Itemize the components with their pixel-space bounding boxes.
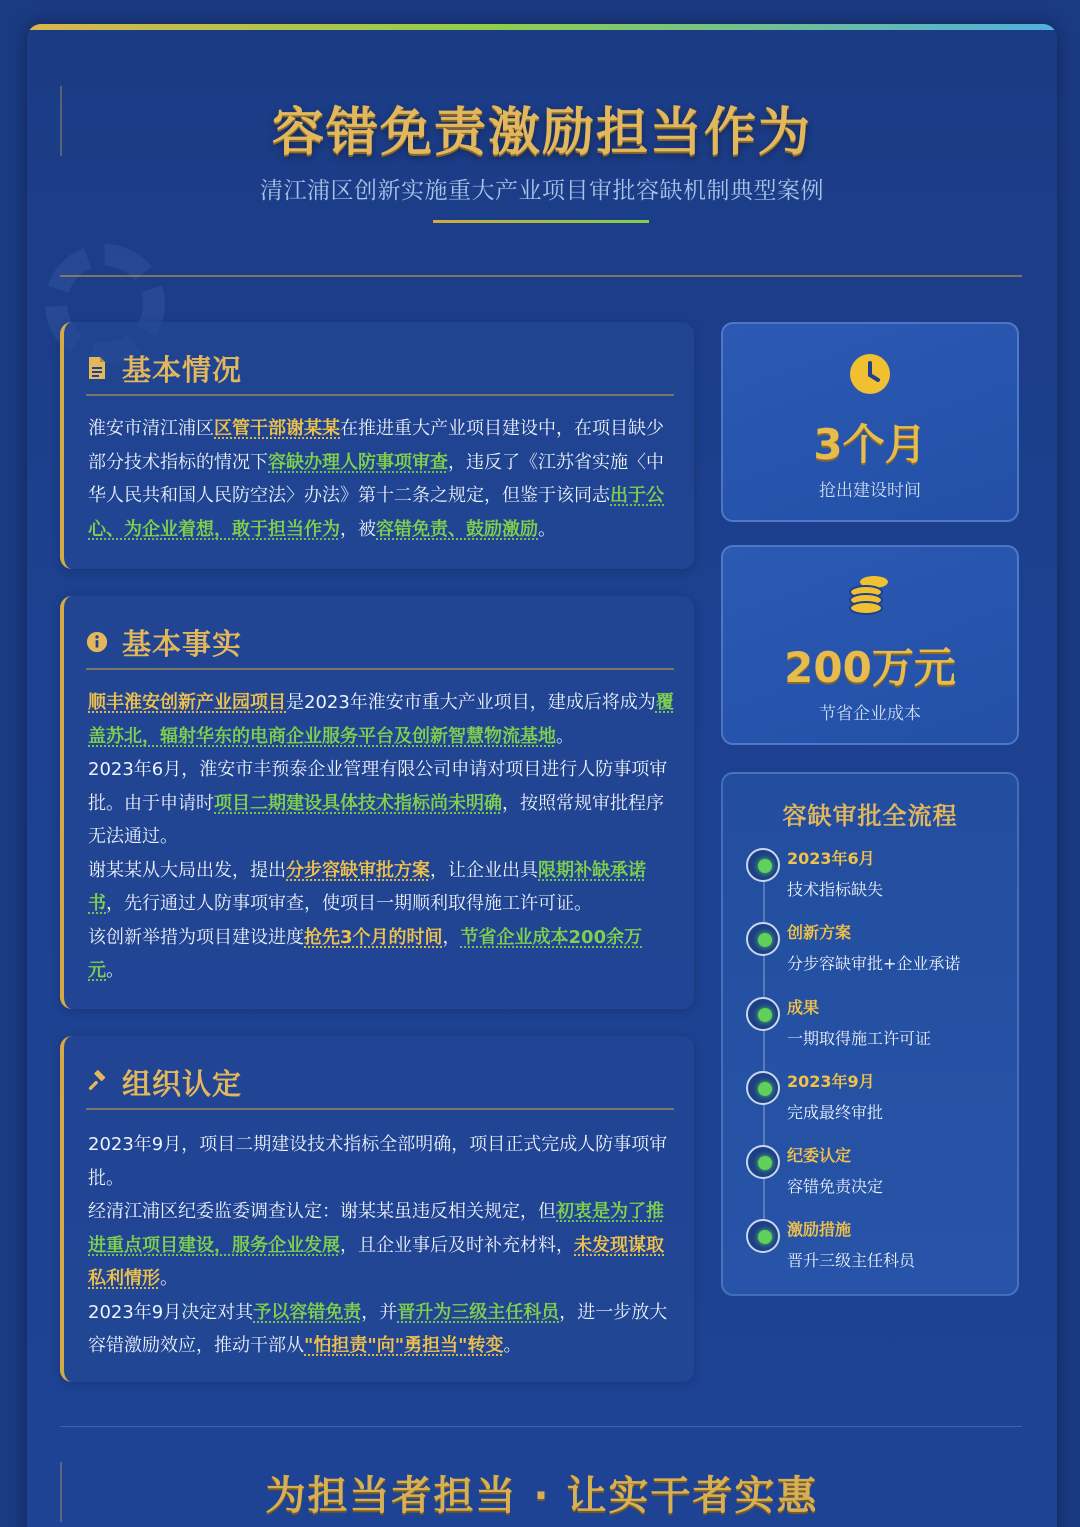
paragraph	[88, 854, 674, 921]
highlight-text: 限期补缺承诺书	[88, 859, 646, 914]
info-icon	[86, 629, 108, 655]
header-divider	[60, 275, 1022, 277]
text-segment: 是2023年淮安市重大产业项目，建成后将成为	[286, 692, 656, 713]
card-text	[88, 412, 674, 546]
flow-step	[723, 918, 1017, 988]
stat-value: 200万元	[784, 643, 956, 692]
text-segment: 该创新举措为项目建设进度	[88, 926, 304, 948]
stat-label: 抢出建设时间	[819, 481, 921, 501]
footer-divider	[60, 1426, 1022, 1427]
text-segment: ，先行通过人防事项审查，使项目一期顺利取得施工许可证。	[106, 893, 592, 914]
coins-icon	[723, 573, 1017, 619]
step-head: 激励措施	[787, 1220, 852, 1239]
card-header	[86, 616, 674, 670]
step-head: 成果	[787, 998, 820, 1017]
step-head: 2023年6月	[787, 849, 875, 868]
flow-step	[723, 1067, 1017, 1137]
highlight-text: 予以容错免责	[253, 1301, 362, 1323]
card-header	[86, 342, 674, 396]
card-basic-situation	[60, 322, 694, 569]
card-header	[86, 1056, 674, 1110]
text-segment: 在推进重大产业项目建设中，在项目缺少部分技术指标的情况下	[88, 418, 664, 473]
highlight-text: 容缺办理人防事项审查	[268, 451, 448, 473]
flow-step	[723, 1141, 1017, 1211]
flow-step	[723, 844, 1017, 914]
highlight-text: 出于公心、为企业着想，敢于担当作为	[88, 485, 664, 540]
flow-step	[723, 1215, 1017, 1285]
page-title: 容错免责激励担当作为	[271, 103, 812, 163]
step-head: 创新方案	[787, 923, 852, 942]
page-subtitle: 清江浦区创新实施重大产业项目审批容缺机制典型案例	[260, 178, 824, 204]
paragraph	[88, 753, 674, 854]
step-dot-icon	[746, 922, 780, 956]
card-basic-facts	[60, 596, 694, 1009]
step-head: 2023年9月	[787, 1072, 875, 1091]
text-segment: ，进一步放大容错激励效应，推动干部从	[88, 1301, 668, 1356]
card-text	[88, 686, 674, 988]
top-gradient-bar	[27, 24, 1057, 30]
card-org-determination	[60, 1036, 694, 1382]
step-desc: 容错免责决定	[787, 1177, 884, 1196]
flow-step	[723, 993, 1017, 1063]
text-segment: 。	[538, 518, 556, 540]
step-dot-icon	[746, 997, 780, 1031]
step-dot-icon	[746, 848, 780, 882]
text-segment: ，违反了《江苏省实施〈中华人民共和国人民防空法〉办法》第十二条之规定，但鉴于该同志	[88, 451, 664, 506]
footer-slogan: 为担当者担当 · 让实干者实惠	[265, 1473, 819, 1519]
stat-label: 节省企业成本	[819, 704, 921, 724]
stat-value: 3个月	[813, 420, 927, 469]
paragraph	[88, 1195, 674, 1296]
text-segment: 谢某某从大局出发，提出	[88, 859, 286, 881]
gavel-icon	[86, 1069, 108, 1095]
highlight-text: 覆盖苏北，辐射华东的电商企业服务平台及创新智慧物流基地	[88, 692, 674, 747]
text-segment: ，并	[361, 1301, 398, 1323]
document-icon	[86, 355, 108, 381]
subtitle-underline	[433, 220, 649, 223]
text-segment: 。	[503, 1335, 522, 1356]
highlight-text: 晋升为三级主任科员	[397, 1301, 560, 1323]
paragraph	[88, 921, 674, 988]
highlight-text: 区管干部谢某某	[214, 418, 340, 439]
step-dot-icon	[746, 1071, 780, 1105]
highlight-text: 初衷是为了推进重点项目建设，服务企业发展	[88, 1201, 664, 1256]
text-segment: ，按照常规审批程序无法通过。	[88, 792, 664, 847]
page-frame	[27, 24, 1057, 1527]
paragraph: 2023年9月，项目二期建设技术指标全部明确，项目正式完成人防事项审批。	[88, 1134, 668, 1189]
stat-card-time	[721, 322, 1019, 522]
step-dot-icon	[746, 1219, 780, 1253]
stat-card-cost	[721, 545, 1019, 745]
text-segment: ，	[442, 926, 461, 948]
card-title: 基本情况	[122, 352, 243, 387]
highlight-text: 分步容缺审批方案	[286, 859, 430, 881]
card-title: 基本事实	[122, 626, 243, 661]
paragraph	[88, 686, 674, 753]
text-segment: ，被	[340, 518, 376, 540]
text-segment: 淮安市清江浦区	[88, 418, 214, 439]
text-segment: 2023年6月，淮安市丰预泰企业管理有限公司申请对项目进行人防事项审批。由于申请时	[88, 759, 668, 814]
flow-title: 容缺审批全流程	[782, 802, 958, 830]
highlight-text: 未发现谋取私利情形	[88, 1234, 664, 1289]
step-desc: 技术指标缺失	[787, 880, 884, 899]
text-segment: 。	[106, 960, 124, 981]
highlight-text: 节省企业成本200余万元	[88, 926, 643, 981]
text-segment: 。	[556, 725, 574, 747]
step-dot-icon	[746, 1145, 780, 1179]
step-head: 纪委认定	[787, 1146, 852, 1165]
highlight-text: "怕担责"向"勇担当"转变	[304, 1335, 504, 1356]
highlight-text: 抢先3个月的时间	[304, 926, 443, 948]
text-segment: 经清江浦区纪委监委调查认定：谢某某虽违反相关规定，但	[88, 1201, 556, 1222]
highlight-text: 项目二期建设具体技术指标尚未明确	[214, 792, 502, 814]
highlight-text: 容错免责、鼓励激励	[376, 518, 538, 540]
step-desc: 晋升三级主任科员	[787, 1251, 916, 1270]
clock-icon	[723, 352, 1017, 396]
highlight-text: 顺丰淮安创新产业园项目	[88, 692, 286, 713]
paragraph	[88, 1296, 674, 1363]
text-segment: 。	[160, 1268, 178, 1289]
card-title: 组织认定	[122, 1066, 243, 1101]
text-segment: ，且企业事后及时补充材料，	[340, 1234, 574, 1256]
step-desc: 分步容缺审批+企业承诺	[787, 954, 961, 973]
text-segment: ，让企业出具	[430, 859, 538, 881]
card-text	[88, 1128, 674, 1363]
approval-flow-panel	[721, 772, 1019, 1296]
text-segment: 2023年9月决定对其	[88, 1301, 254, 1323]
step-desc: 一期取得施工许可证	[787, 1029, 932, 1048]
step-desc: 完成最终审批	[787, 1103, 884, 1122]
